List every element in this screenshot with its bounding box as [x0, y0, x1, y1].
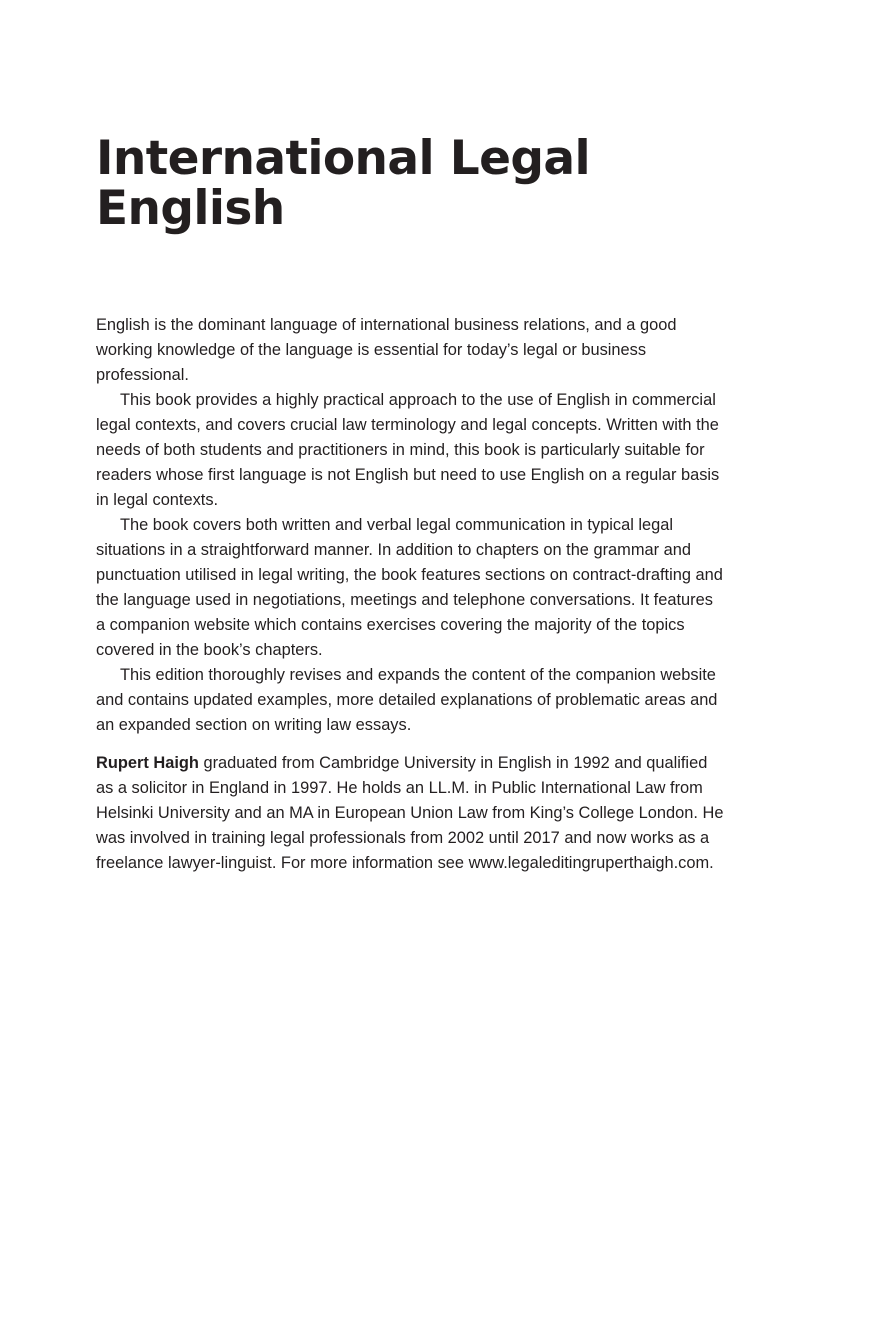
- description-paragraph-3: The book covers both written and verbal legal communication in typical legal situations in a straightforward manner. In addition to chapters on the grammar and punctuation utilised in legal writing, the book features sections on contract-drafting and the language used in negotiations, meetings and telephone conversations. It features a companion website which contains exercises covering the majority of the topics covered in the book’s chapters.: [96, 516, 723, 659]
- description-paragraph-1: English is the dominant language of international business relations, and a good working knowledge of the language is essential for today’s legal or business professional.: [96, 316, 677, 384]
- description-paragraph-2: This book provides a highly practical approach to the use of English in commercial legal contexts, and covers crucial law terminology and legal concepts. Written with the needs of both students and practitioners in mind, this book is particularly suitable for readers whose first language is not English but need to use English on a regular basis in legal contexts.: [96, 391, 720, 509]
- description-paragraph-4: This edition thoroughly revises and expands the content of the companion website and contains updated examples, more detailed explanations of problematic areas and an expanded section on writing law essays.: [96, 666, 718, 734]
- book-title-line-2: English: [96, 181, 285, 236]
- author-name: Rupert Haigh: [96, 754, 199, 772]
- book-title: [96, 131, 656, 236]
- author-bio-text: graduated from Cambridge University in English in 1992 and qualified as a solicitor in England in 1997. He holds an LL.M. in Public International Law from Helsinki University and an MA in European Union Law from King’s College London. He was involved in training legal professionals from 2002 until 2017 and now works as a freelance lawyer-linguist. For more information see www.legaleditingruperthaigh.com.: [96, 754, 724, 872]
- book-description: [96, 313, 726, 738]
- author-bio: [96, 751, 726, 876]
- book-title-line-1: International Legal: [96, 131, 591, 186]
